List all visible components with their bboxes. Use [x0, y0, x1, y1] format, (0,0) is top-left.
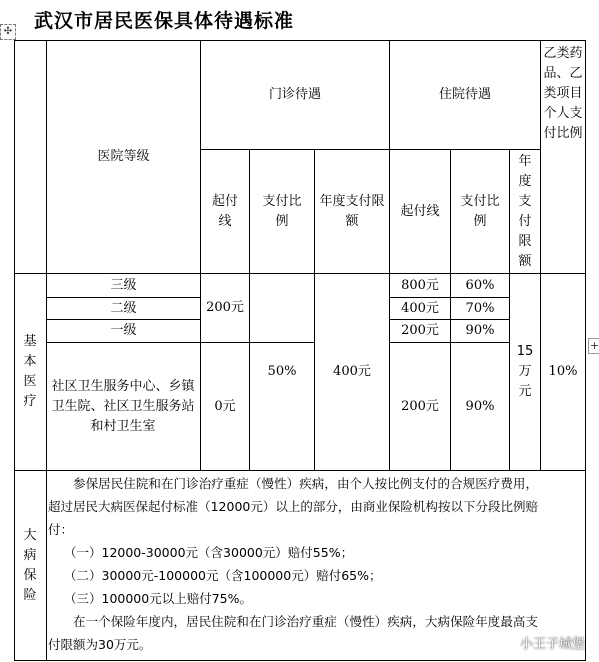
- header-op-ratio: 支付比例: [262, 193, 302, 229]
- ip-ratio-secondary: 70%: [465, 300, 495, 316]
- page-title: 武汉市居民医保具体待遇标准: [34, 10, 295, 32]
- level-tertiary: 三级: [110, 277, 137, 293]
- serious-illness-tier-1: （一）12000-30000元（含30000元）赔付55%；: [64, 545, 354, 560]
- section-serious-illness: 大病保险: [23, 527, 37, 603]
- watermark: [499, 633, 585, 652]
- ip-deductible-secondary: 400元: [401, 300, 439, 316]
- header-op-annual-cap: 年度支付限额: [319, 193, 385, 229]
- header-ip-annual-cap: 年度支付限额: [518, 153, 532, 269]
- serious-illness-paragraph-2: 在一个保险年度内，居民住院和在门诊治疗重症（慢性）疾病，大病保险年度最高支付限额为30万元。: [48, 614, 538, 652]
- header-class-b-ratio: 乙类药品、乙类项目个人支付比例: [543, 46, 583, 141]
- add-column-icon[interactable]: +: [589, 339, 599, 352]
- level-primary: 一级: [110, 323, 137, 338]
- level-community: 社区卫生服务中心、乡镇卫生院、社区卫生服务站和村卫生室: [51, 378, 195, 434]
- class-b-ratio: 10%: [548, 364, 578, 379]
- ip-deductible-tertiary: 800元: [401, 277, 439, 293]
- wechat-icon: [499, 635, 515, 651]
- header-hospital-level: 医院等级: [97, 149, 150, 164]
- ip-ratio-community: 90%: [465, 398, 495, 414]
- op-deductible-community: 0元: [214, 398, 236, 414]
- header-ip-ratio: 支付比例: [460, 193, 500, 229]
- ip-deductible-primary: 200元: [401, 323, 439, 338]
- ip-annual-cap: 15万元: [516, 344, 534, 399]
- header-outpatient: 门诊待遇: [268, 87, 321, 102]
- section-basic-medical: 基本医疗: [23, 334, 37, 409]
- header-op-deductible: 起付线: [211, 193, 238, 229]
- watermark-text: 小王子城堡: [519, 637, 585, 652]
- header-inpatient: 住院待遇: [438, 87, 491, 102]
- ip-ratio-tertiary: 60%: [465, 277, 495, 293]
- table-move-handle-icon[interactable]: ✣: [0, 24, 16, 40]
- op-annual-cap: 400元: [333, 364, 371, 379]
- serious-illness-paragraph-1: 参保居民住院和在门诊治疗重症（慢性）疾病，由个人按比例支付的合规医疗费用，超过居民大病医保起付标准（12000元）以上的部分，由商业保险机构按以下分段比例赔付：: [48, 476, 538, 537]
- level-secondary: 二级: [110, 300, 137, 316]
- header-ip-deductible: 起付线: [400, 203, 440, 219]
- serious-illness-tier-3: （三）100000元以上赔付75%。: [64, 591, 253, 606]
- ip-ratio-primary: 90%: [465, 323, 495, 338]
- op-deductible-hospital: 200元: [206, 300, 244, 315]
- op-ratio: 50%: [267, 364, 297, 379]
- ip-deductible-community: 200元: [401, 398, 439, 414]
- serious-illness-description: [48, 472, 538, 656]
- serious-illness-tier-2: （二）30000元-100000元（含100000元）赔付65%；: [64, 568, 382, 583]
